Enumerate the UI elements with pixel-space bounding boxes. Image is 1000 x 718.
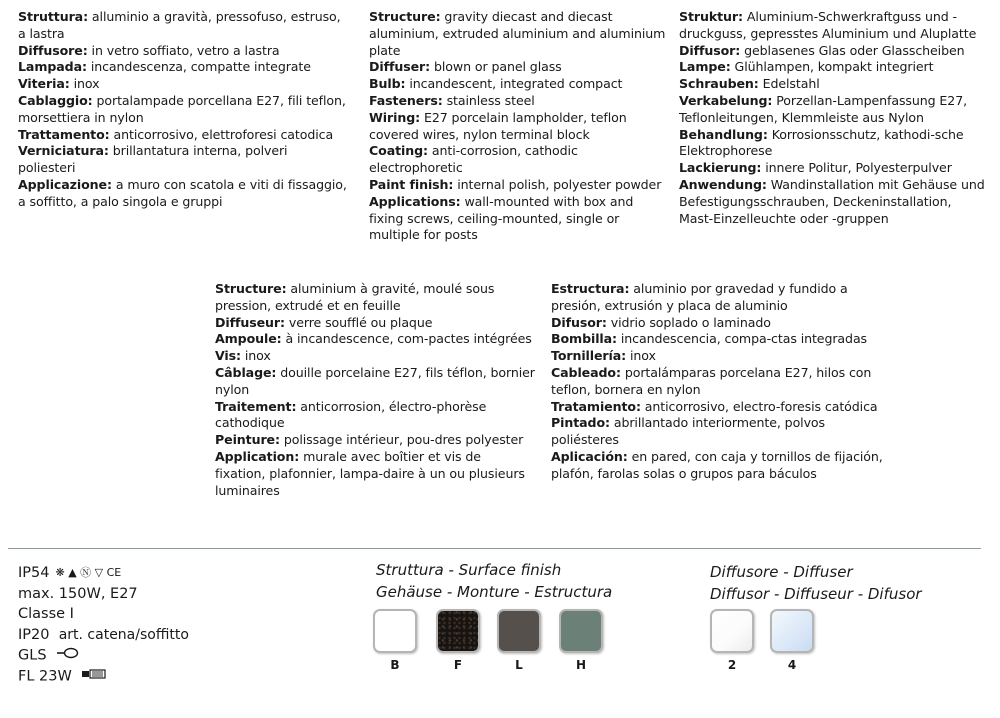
spec-entry-text: Glühlampen, kompakt integriert bbox=[730, 59, 934, 75]
spec-entry-label: Ampoule: bbox=[215, 331, 282, 347]
spec-entry bbox=[369, 59, 669, 76]
spec-entry-text: a muro con scatola e viti di fissaggio, a soffitto, a palo singola e gruppi bbox=[18, 176, 347, 209]
spec-entry bbox=[551, 331, 891, 348]
spec-entry-label: Fasteners: bbox=[369, 92, 443, 108]
text-column-spanish bbox=[551, 281, 891, 483]
spec-block bbox=[18, 563, 189, 687]
spec-entry bbox=[551, 415, 891, 449]
spec-entry-label: Tornillería: bbox=[551, 348, 627, 364]
spec-entry bbox=[679, 93, 989, 127]
spec-gls-line bbox=[18, 645, 189, 666]
spec-entry-label: Diffuseur: bbox=[215, 314, 285, 330]
spec-entry-label: Diffusore: bbox=[18, 42, 88, 58]
spec-entry-text: polissage intérieur, pou-dres polyester bbox=[279, 432, 524, 448]
diffuser-code-2: 2 bbox=[727, 658, 737, 672]
certification-icons: ❋ ▲ Ⓝ ▽ CE bbox=[55, 566, 122, 579]
spec-entry-text: Aluminium-Schwerkraftguss und -druckguss, gepresstes Aluminium und Aluplatte bbox=[679, 9, 977, 41]
spec-entry bbox=[679, 177, 989, 227]
spec-entry-label: Lackierung: bbox=[679, 160, 762, 176]
diffuser-title-line1: Diffusore - Diffuser bbox=[710, 563, 853, 581]
spec-entry-text: en pared, con caja y tornillos de fijación, plafón, farolas solas o grupos para báculos bbox=[551, 448, 883, 481]
spec-entry bbox=[215, 281, 535, 315]
spec-entry bbox=[18, 59, 348, 76]
spec-entry-label: Diffusor: bbox=[679, 42, 741, 58]
spec-entry-label: Pintado: bbox=[551, 415, 610, 431]
finish-swatch-l[interactable] bbox=[497, 609, 541, 653]
spec-entry bbox=[369, 143, 669, 177]
finish-swatch-b[interactable] bbox=[373, 609, 417, 653]
spec-entry-label: Difusor: bbox=[551, 314, 607, 330]
spec-max-power: max. 150W, E27 bbox=[18, 585, 138, 602]
spec-entry bbox=[551, 365, 891, 399]
spec-entry-label: Cablaggio: bbox=[18, 92, 93, 108]
spec-entry bbox=[215, 365, 535, 399]
spec-entry bbox=[369, 110, 669, 144]
spec-entry-label: Applications: bbox=[369, 193, 461, 209]
spec-entry-label: Estructura: bbox=[551, 281, 630, 296]
diffuser-code-4: 4 bbox=[787, 658, 797, 672]
spec-entry bbox=[551, 315, 891, 332]
spec-entry-text: wall-mounted with box and fixing screws, ceiling-mounted, single or multiple for posts bbox=[369, 193, 634, 243]
spec-entry-label: Verniciatura: bbox=[18, 143, 109, 159]
surface-finish-title-line1: Struttura - Surface finish bbox=[376, 561, 562, 579]
spec-entry-text: Wandinstallation mit Gehäuse und Befestigungsschrauben, Deckeninstallation, Mast-Einzelleuchte oder -gruppen bbox=[679, 176, 985, 226]
spec-entry-text: incandescenza, compatte integrate bbox=[86, 59, 311, 75]
spec-entry bbox=[18, 9, 348, 43]
spec-entry-label: Application: bbox=[215, 448, 300, 464]
spec-entry-label: Schrauben: bbox=[679, 76, 759, 92]
spec-entry-text: in vetro soffiato, vetro a lastra bbox=[87, 42, 280, 58]
spec-entry-text: portalampade porcellana E27, fili teflon, morsettiera in nylon bbox=[18, 92, 346, 125]
spec-entry bbox=[18, 127, 348, 144]
spec-entry-label: Applicazione: bbox=[18, 176, 112, 192]
spec-entry-label: Lampada: bbox=[18, 59, 87, 75]
spec-entry-text: blown or panel glass bbox=[430, 59, 562, 75]
spec-entry-label: Viteria: bbox=[18, 76, 70, 92]
spec-entry bbox=[369, 177, 669, 194]
spec-entry bbox=[679, 9, 989, 43]
spec-entry bbox=[551, 399, 891, 416]
finish-code-b: B bbox=[390, 658, 400, 672]
spec-entry bbox=[551, 348, 891, 365]
spec-entry-label: Vis: bbox=[215, 348, 241, 364]
spec-entry-label: Trattamento: bbox=[18, 126, 110, 142]
spec-entry-text: gravity diecast and diecast aluminium, extruded aluminium and aluminium plate bbox=[369, 9, 666, 58]
spec-entry-text: anticorrosion, électro-phorèse cathodique bbox=[215, 398, 487, 431]
spec-entry-text: Porzellan-Lampenfassung E27, Teflonleitungen, Klemmleiste aus Nylon bbox=[679, 92, 968, 125]
spec-ip54: IP54 bbox=[18, 565, 50, 581]
spec-entry-label: Aplicación: bbox=[551, 448, 628, 464]
spec-entry bbox=[679, 76, 989, 93]
spec-entry-label: Behandlung: bbox=[679, 126, 768, 142]
spec-entry-text: à incandescence, com-pactes intégrées bbox=[281, 331, 532, 347]
spec-entry bbox=[679, 59, 989, 76]
spec-entry-label: Paint finish: bbox=[369, 176, 454, 192]
finish-swatch-f[interactable] bbox=[436, 609, 480, 653]
spec-entry-text: Korrosionsschutz, kathodi-sche Elektrophorese bbox=[679, 126, 964, 159]
text-column-german bbox=[679, 9, 989, 227]
spec-entry-text: brillantatura interna, polveri poliesteri bbox=[18, 143, 288, 176]
finish-code-f: F bbox=[453, 658, 463, 672]
diffuser-swatch-2[interactable] bbox=[710, 609, 754, 653]
finish-code-l: L bbox=[515, 658, 523, 672]
diffuser-title bbox=[710, 561, 922, 605]
spec-entry-label: Struttura: bbox=[18, 9, 89, 24]
text-column-italian bbox=[18, 9, 348, 211]
spec-entry bbox=[369, 9, 669, 59]
spec-entry bbox=[215, 348, 535, 365]
spec-entry-label: Verkabelung: bbox=[679, 92, 773, 108]
spec-entry-label: Tratamiento: bbox=[551, 398, 641, 414]
spec-ip20: IP20 bbox=[18, 626, 50, 643]
spec-entry-text: inox bbox=[626, 348, 656, 364]
spec-entry-text: stainless steel bbox=[442, 92, 535, 108]
spec-entry-label: Bulb: bbox=[369, 76, 406, 92]
spec-entry-label: Structure: bbox=[369, 9, 441, 24]
text-column-french bbox=[215, 281, 535, 499]
finish-code-h: H bbox=[575, 658, 587, 672]
spec-entry bbox=[551, 449, 891, 483]
spec-entry bbox=[215, 432, 535, 449]
spec-entry bbox=[369, 194, 669, 244]
spec-entry-text: anticorrosivo, electro-foresis catódica bbox=[640, 398, 878, 414]
spec-entry bbox=[679, 160, 989, 177]
spec-entry-text: internal polish, polyester powder bbox=[453, 176, 662, 192]
spec-entry-label: Diffuser: bbox=[369, 59, 431, 75]
spec-entry bbox=[679, 127, 989, 161]
section-divider bbox=[8, 548, 981, 549]
spec-entry bbox=[215, 449, 535, 499]
spec-entry-text: portalámparas porcelana E27, hilos con teflon, bornera en nylon bbox=[551, 364, 872, 397]
fluorescent-lamp-icon bbox=[82, 666, 106, 687]
spec-entry-text: incandescent, integrated compact bbox=[405, 76, 623, 92]
finish-swatch-h[interactable] bbox=[559, 609, 603, 653]
spec-entry bbox=[18, 76, 348, 93]
spec-entry-label: Coating: bbox=[369, 143, 428, 159]
spec-entry-text: alluminio a gravità, pressofuso, estruso, a lastra bbox=[18, 9, 341, 41]
text-column-english bbox=[369, 9, 669, 244]
spec-entry-text: vidrio soplado o laminado bbox=[606, 314, 771, 330]
spec-entry-label: Peinture: bbox=[215, 432, 280, 448]
spec-entry-label: Lampe: bbox=[679, 59, 731, 75]
spec-entry bbox=[18, 43, 348, 60]
spec-fl: FL 23W bbox=[18, 668, 72, 685]
spec-entry bbox=[551, 281, 891, 315]
spec-entry-text: abrillantado interiormente, polvos poliésteres bbox=[551, 415, 825, 448]
spec-entry-text: murale avec boîtier et vis de fixation, plafonnier, lampa-daire à un ou plusieurs luminaires bbox=[215, 448, 525, 498]
spec-entry-text: anticorrosivo, elettroforesi catodica bbox=[109, 126, 334, 142]
spec-entry-text: douille porcelaine E27, fils téflon, bornier nylon bbox=[215, 364, 535, 397]
spec-entry bbox=[215, 315, 535, 332]
spec-entry bbox=[215, 331, 535, 348]
spec-entry-text: innere Politur, Polyesterpulver bbox=[761, 160, 952, 176]
spec-entry-label: Câblage: bbox=[215, 364, 277, 380]
spec-entry-text: verre soufflé ou plaque bbox=[284, 314, 433, 330]
spec-entry bbox=[18, 143, 348, 177]
spec-ip20-line bbox=[18, 625, 189, 646]
spec-entry-text: inox bbox=[69, 76, 100, 92]
surface-finish-title-line2: Gehäuse - Monture - Estructura bbox=[376, 583, 613, 601]
spec-entry-label: Traitement: bbox=[215, 398, 297, 414]
diffuser-title-line2: Diffusor - Diffuseur - Difusor bbox=[710, 585, 922, 603]
spec-entry-text: E27 porcelain lampholder, teflon covered wires, nylon terminal block bbox=[369, 109, 627, 142]
spec-entry-label: Bombilla: bbox=[551, 331, 617, 347]
spec-entry-text: Edelstahl bbox=[758, 76, 820, 92]
incandescent-bulb-icon bbox=[57, 645, 79, 666]
spec-entry-label: Wiring: bbox=[369, 109, 421, 125]
diffuser-swatch-4[interactable] bbox=[770, 609, 814, 653]
spec-entry bbox=[369, 93, 669, 110]
spec-entry-text: inox bbox=[240, 348, 271, 364]
spec-entry-text: incandescencia, compa-ctas integradas bbox=[616, 331, 868, 347]
spec-fl-line bbox=[18, 666, 189, 687]
spec-class: Classe I bbox=[18, 606, 74, 623]
spec-ip20-note: art. catena/soffitto bbox=[58, 626, 189, 643]
spec-entry-text: anti-corrosion, cathodic electrophoretic bbox=[369, 143, 578, 176]
spec-entry bbox=[18, 93, 348, 127]
spec-entry-label: Struktur: bbox=[679, 9, 743, 24]
spec-entry bbox=[369, 76, 669, 93]
spec-entry-text: aluminio por gravedad y fundido a presión, extrusión y placa de aluminio bbox=[551, 281, 848, 313]
spec-entry-label: Cableado: bbox=[551, 364, 621, 380]
spec-entry bbox=[679, 43, 989, 60]
spec-entry bbox=[18, 177, 348, 211]
spec-entry-text: aluminium à gravité, moulé sous pression, extrudé et en feuille bbox=[215, 281, 495, 313]
spec-entry-text: geblasenes Glas oder Glasscheiben bbox=[740, 42, 965, 58]
spec-entry bbox=[215, 399, 535, 433]
spec-ip54-line bbox=[18, 563, 189, 584]
surface-finish-title bbox=[376, 559, 612, 603]
spec-gls: GLS bbox=[18, 647, 47, 664]
spec-entry-label: Anwendung: bbox=[679, 176, 767, 192]
spec-entry-label: Structure: bbox=[215, 281, 287, 296]
